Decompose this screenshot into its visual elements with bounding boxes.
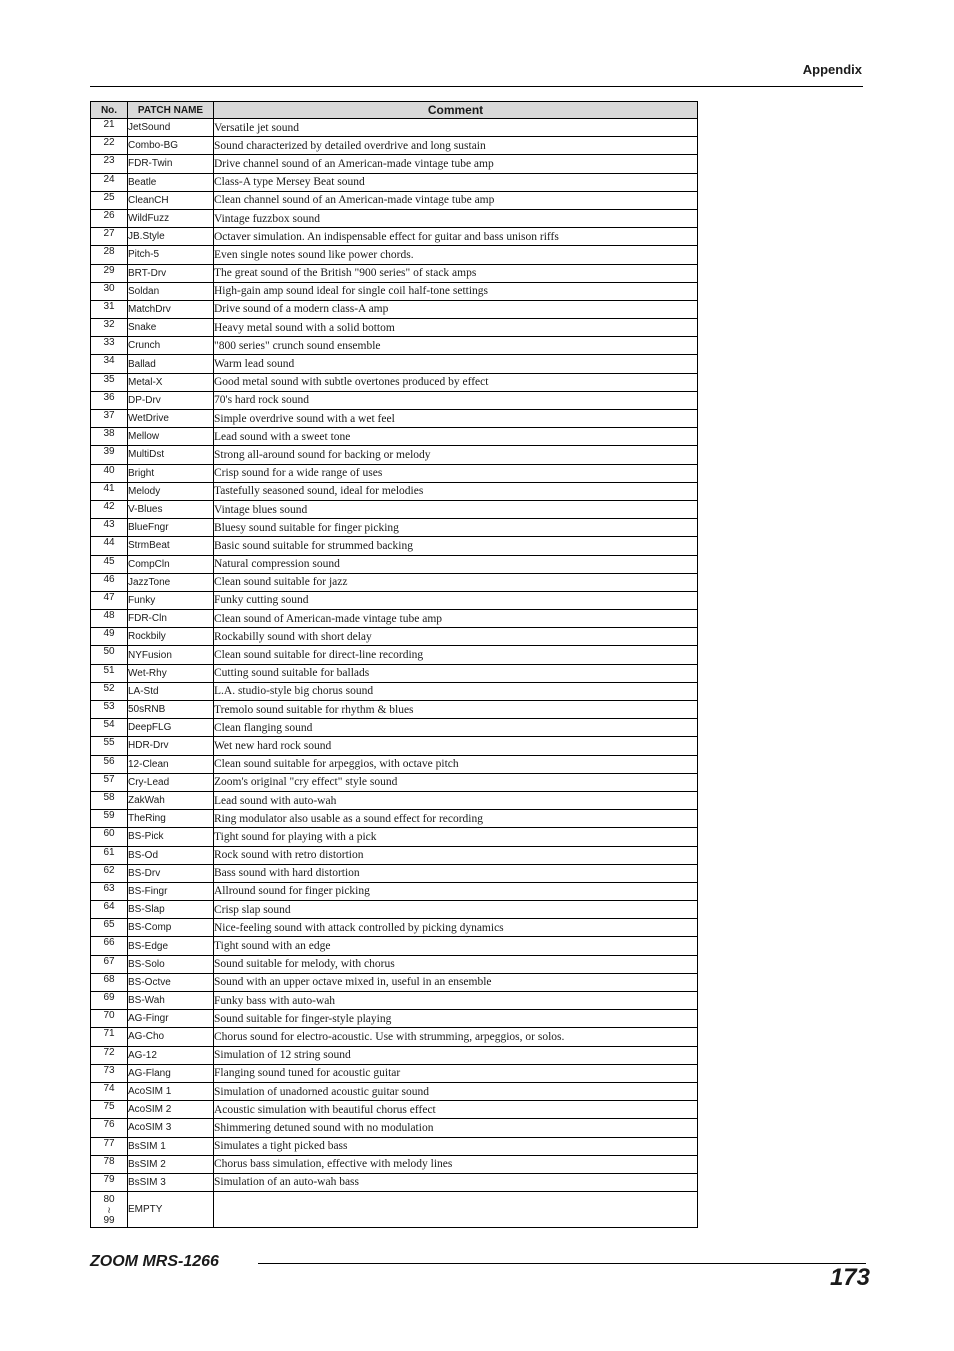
patch-comment: Cutting sound suitable for ballads xyxy=(214,664,698,682)
table-row xyxy=(91,391,698,409)
patch-number: 22 xyxy=(91,137,128,155)
patch-name: BS-Edge xyxy=(128,937,214,955)
patch-name: 12-Clean xyxy=(128,755,214,773)
patch-number: 64 xyxy=(91,901,128,919)
patch-number: 41 xyxy=(91,482,128,500)
patch-number: 37 xyxy=(91,410,128,428)
table-row xyxy=(91,846,698,864)
patch-comment: Rockabilly sound with short delay xyxy=(214,628,698,646)
patch-number: 70 xyxy=(91,1010,128,1028)
patch-name: LA-Std xyxy=(128,682,214,700)
patch-comment: Sound suitable for finger-style playing xyxy=(214,1010,698,1028)
patch-number: 27 xyxy=(91,228,128,246)
patch-number: 73 xyxy=(91,1064,128,1082)
patch-number: 54 xyxy=(91,719,128,737)
patch-number: 40 xyxy=(91,464,128,482)
patch-comment: Sound suitable for melody, with chorus xyxy=(214,955,698,973)
patch-name: AG-Fingr xyxy=(128,1010,214,1028)
table-row xyxy=(91,1101,698,1119)
table-row xyxy=(91,373,698,391)
patch-comment: Clean flanging sound xyxy=(214,719,698,737)
patch-number: 72 xyxy=(91,1046,128,1064)
patch-name: Snake xyxy=(128,319,214,337)
product-name: ZOOM MRS-1266 xyxy=(90,1253,219,1270)
patch-name: Wet-Rhy xyxy=(128,664,214,682)
table-row xyxy=(91,901,698,919)
patch-number: 47 xyxy=(91,591,128,609)
table-row xyxy=(91,864,698,882)
column-header-no: No. xyxy=(91,102,128,119)
patch-comment: Basic sound suitable for strummed backing xyxy=(214,537,698,555)
patch-number: 55 xyxy=(91,737,128,755)
patch-name: 50sRNB xyxy=(128,701,214,719)
table-row xyxy=(91,464,698,482)
patch-name: AG-Cho xyxy=(128,1028,214,1046)
patch-name: BS-Wah xyxy=(128,992,214,1010)
patch-name: CleanCH xyxy=(128,191,214,209)
patch-name: ZakWah xyxy=(128,791,214,809)
patch-comment: Crisp slap sound xyxy=(214,901,698,919)
patch-name: BRT-Drv xyxy=(128,264,214,282)
table-row xyxy=(91,937,698,955)
patch-comment: Bluesy sound suitable for finger picking xyxy=(214,519,698,537)
range-start: 80 xyxy=(103,1194,115,1206)
table-row xyxy=(91,955,698,973)
table-row xyxy=(91,410,698,428)
table-row xyxy=(91,555,698,573)
patch-comment: Tight sound with an edge xyxy=(214,937,698,955)
table-row-empty-range xyxy=(91,1192,698,1228)
patch-name: Bright xyxy=(128,464,214,482)
patch-number: 71 xyxy=(91,1028,128,1046)
table-body xyxy=(91,119,698,1228)
patch-comment: Rock sound with retro distortion xyxy=(214,846,698,864)
table-row xyxy=(91,919,698,937)
section-label: Appendix xyxy=(802,62,862,77)
patch-comment: Simulation of an auto-wah bass xyxy=(214,1173,698,1191)
page-number: 173 xyxy=(829,1264,870,1291)
patch-comment: Simulates a tight picked bass xyxy=(214,1137,698,1155)
table-row xyxy=(91,319,698,337)
patch-number: 65 xyxy=(91,919,128,937)
patch-name: Cry-Lead xyxy=(128,773,214,791)
table-row xyxy=(91,428,698,446)
patch-number: 25 xyxy=(91,191,128,209)
table-row xyxy=(91,482,698,500)
column-header-patch-name: PATCH NAME xyxy=(128,102,214,119)
patch-name: Beatle xyxy=(128,173,214,191)
table-row xyxy=(91,664,698,682)
patch-number: 78 xyxy=(91,1155,128,1173)
table-row xyxy=(91,155,698,173)
patch-comment: Wet new hard rock sound xyxy=(214,737,698,755)
patch-comment: Allround sound for finger picking xyxy=(214,882,698,900)
patch-comment: Drive sound of a modern class-A amp xyxy=(214,300,698,318)
table-row xyxy=(91,1119,698,1137)
patch-comment: "800 series" crunch sound ensemble xyxy=(214,337,698,355)
table-row xyxy=(91,355,698,373)
patch-list-table xyxy=(90,101,698,1228)
table-row xyxy=(91,1155,698,1173)
patch-name: Metal-X xyxy=(128,373,214,391)
patch-name: BS-Slap xyxy=(128,901,214,919)
table-row xyxy=(91,591,698,609)
patch-comment: Simulation of unadorned acoustic guitar sound xyxy=(214,1082,698,1100)
patch-comment: Tight sound for playing with a pick xyxy=(214,828,698,846)
table-row xyxy=(91,828,698,846)
patch-comment: Heavy metal sound with a solid bottom xyxy=(214,319,698,337)
table-row xyxy=(91,264,698,282)
table-row xyxy=(91,755,698,773)
patch-number: 23 xyxy=(91,155,128,173)
patch-name: Mellow xyxy=(128,428,214,446)
patch-number: 69 xyxy=(91,992,128,1010)
patch-name: JB.Style xyxy=(128,228,214,246)
table-row xyxy=(91,137,698,155)
patch-number: 61 xyxy=(91,846,128,864)
patch-number: 50 xyxy=(91,646,128,664)
patch-name: StrmBeat xyxy=(128,537,214,555)
patch-name: V-Blues xyxy=(128,500,214,518)
table-row xyxy=(91,1137,698,1155)
patch-comment: Vintage fuzzbox sound xyxy=(214,209,698,227)
patch-name: DeepFLG xyxy=(128,719,214,737)
patch-comment xyxy=(214,1192,698,1228)
patch-name: BS-Fingr xyxy=(128,882,214,900)
patch-number: 58 xyxy=(91,791,128,809)
table-row xyxy=(91,1082,698,1100)
table-row xyxy=(91,882,698,900)
patch-comment: Octaver simulation. An indispensable effect for guitar and bass unison riffs xyxy=(214,228,698,246)
patch-comment: Crisp sound for a wide range of uses xyxy=(214,464,698,482)
patch-number: 46 xyxy=(91,573,128,591)
table-row xyxy=(91,646,698,664)
patch-number-range xyxy=(91,1192,128,1228)
patch-comment: Chorus sound for electro-acoustic. Use with strumming, arpeggios, or solos. xyxy=(214,1028,698,1046)
patch-name: Combo-BG xyxy=(128,137,214,155)
patch-comment: Flanging sound tuned for acoustic guitar xyxy=(214,1064,698,1082)
patch-comment: Funky cutting sound xyxy=(214,591,698,609)
patch-comment: Tastefully seasoned sound, ideal for melodies xyxy=(214,482,698,500)
patch-name: Pitch-5 xyxy=(128,246,214,264)
table-row xyxy=(91,719,698,737)
patch-number: 38 xyxy=(91,428,128,446)
patch-number: 30 xyxy=(91,282,128,300)
patch-number: 35 xyxy=(91,373,128,391)
patch-name: MatchDrv xyxy=(128,300,214,318)
patch-name: Funky xyxy=(128,591,214,609)
patch-comment: Strong all-around sound for backing or melody xyxy=(214,446,698,464)
patch-number: 62 xyxy=(91,864,128,882)
table-row xyxy=(91,173,698,191)
table-row xyxy=(91,282,698,300)
patch-comment: High-gain amp sound ideal for single coil half-tone settings xyxy=(214,282,698,300)
patch-comment: Lead sound with auto-wah xyxy=(214,791,698,809)
patch-number: 32 xyxy=(91,319,128,337)
table-row xyxy=(91,773,698,791)
patch-comment: Zoom's original "cry effect" style sound xyxy=(214,773,698,791)
patch-comment: Warm lead sound xyxy=(214,355,698,373)
patch-number: 24 xyxy=(91,173,128,191)
patch-name: BsSIM 1 xyxy=(128,1137,214,1155)
patch-number: 74 xyxy=(91,1082,128,1100)
patch-comment: Vintage blues sound xyxy=(214,500,698,518)
patch-number: 79 xyxy=(91,1173,128,1191)
table-row xyxy=(91,191,698,209)
patch-name: BS-Octve xyxy=(128,973,214,991)
patch-name: FDR-Cln xyxy=(128,610,214,628)
table-row xyxy=(91,701,698,719)
patch-number: 63 xyxy=(91,882,128,900)
patch-comment: Clean sound suitable for jazz xyxy=(214,573,698,591)
table-row xyxy=(91,610,698,628)
patch-comment: 70's hard rock sound xyxy=(214,391,698,409)
patch-name: HDR-Drv xyxy=(128,737,214,755)
table-row xyxy=(91,992,698,1010)
patch-comment: Clean sound suitable for arpeggios, with octave pitch xyxy=(214,755,698,773)
patch-comment: Nice-feeling sound with attack controlled by picking dynamics xyxy=(214,919,698,937)
patch-comment: Natural compression sound xyxy=(214,555,698,573)
patch-number: 56 xyxy=(91,755,128,773)
patch-name: AG-Flang xyxy=(128,1064,214,1082)
patch-name: Ballad xyxy=(128,355,214,373)
table-row xyxy=(91,682,698,700)
patch-number: 44 xyxy=(91,537,128,555)
patch-name: FDR-Twin xyxy=(128,155,214,173)
table-row xyxy=(91,737,698,755)
table-row xyxy=(91,500,698,518)
patch-name: Crunch xyxy=(128,337,214,355)
patch-number: 75 xyxy=(91,1101,128,1119)
header-rule xyxy=(90,86,863,87)
patch-name: JetSound xyxy=(128,119,214,137)
patch-name: BS-Od xyxy=(128,846,214,864)
table-row xyxy=(91,1046,698,1064)
patch-comment: L.A. studio-style big chorus sound xyxy=(214,682,698,700)
patch-name: BS-Comp xyxy=(128,919,214,937)
patch-number: 52 xyxy=(91,682,128,700)
table-row xyxy=(91,573,698,591)
patch-comment: Sound characterized by detailed overdrive and long sustain xyxy=(214,137,698,155)
patch-name: MultiDst xyxy=(128,446,214,464)
patch-number: 26 xyxy=(91,209,128,227)
patch-number: 77 xyxy=(91,1137,128,1155)
table-row xyxy=(91,119,698,137)
patch-number: 34 xyxy=(91,355,128,373)
patch-comment: Clean sound suitable for direct-line recording xyxy=(214,646,698,664)
patch-name: BlueFngr xyxy=(128,519,214,537)
table-row xyxy=(91,791,698,809)
patch-number: 67 xyxy=(91,955,128,973)
patch-comment: Chorus bass simulation, effective with melody lines xyxy=(214,1155,698,1173)
patch-comment: Lead sound with a sweet tone xyxy=(214,428,698,446)
patch-number: 45 xyxy=(91,555,128,573)
patch-name: WildFuzz xyxy=(128,209,214,227)
patch-comment: Sound with an upper octave mixed in, useful in an ensemble xyxy=(214,973,698,991)
range-end: 99 xyxy=(103,1215,115,1227)
patch-name: BS-Drv xyxy=(128,864,214,882)
patch-number: 28 xyxy=(91,246,128,264)
table-row xyxy=(91,300,698,318)
table-row xyxy=(91,537,698,555)
patch-comment: Acoustic simulation with beautiful chorus effect xyxy=(214,1101,698,1119)
patch-comment: Drive channel sound of an American-made vintage tube amp xyxy=(214,155,698,173)
patch-name: Soldan xyxy=(128,282,214,300)
patch-number: 48 xyxy=(91,610,128,628)
patch-number: 60 xyxy=(91,828,128,846)
patch-number: 42 xyxy=(91,500,128,518)
patch-number: 57 xyxy=(91,773,128,791)
patch-name: AcoSIM 1 xyxy=(128,1082,214,1100)
table-row xyxy=(91,810,698,828)
patch-number: 51 xyxy=(91,664,128,682)
column-header-comment: Comment xyxy=(214,102,698,119)
patch-comment: Clean channel sound of an American-made vintage tube amp xyxy=(214,191,698,209)
patch-comment: Versatile jet sound xyxy=(214,119,698,137)
patch-comment: Bass sound with hard distortion xyxy=(214,864,698,882)
patch-number: 66 xyxy=(91,937,128,955)
patch-number: 33 xyxy=(91,337,128,355)
patch-comment: Tremolo sound suitable for rhythm & blues xyxy=(214,701,698,719)
patch-comment: The great sound of the British "900 series" of stack amps xyxy=(214,264,698,282)
table-row xyxy=(91,628,698,646)
table-row xyxy=(91,1173,698,1191)
patch-comment: Clean sound of American-made vintage tube amp xyxy=(214,610,698,628)
patch-name: CompCln xyxy=(128,555,214,573)
patch-comment: Ring modulator also usable as a sound effect for recording xyxy=(214,810,698,828)
table-header-row xyxy=(91,102,698,119)
patch-number: 49 xyxy=(91,628,128,646)
patch-name: AcoSIM 3 xyxy=(128,1119,214,1137)
table-row xyxy=(91,209,698,227)
table-row xyxy=(91,246,698,264)
patch-number: 21 xyxy=(91,119,128,137)
patch-name: NYFusion xyxy=(128,646,214,664)
patch-name: WetDrive xyxy=(128,410,214,428)
patch-name: BS-Solo xyxy=(128,955,214,973)
range-mark: ≀ xyxy=(107,1205,111,1216)
patch-number: 43 xyxy=(91,519,128,537)
table-row xyxy=(91,973,698,991)
patch-comment: Class-A type Mersey Beat sound xyxy=(214,173,698,191)
footer-rule xyxy=(258,1263,866,1264)
patch-number: 68 xyxy=(91,973,128,991)
patch-number: 29 xyxy=(91,264,128,282)
table-row xyxy=(91,519,698,537)
patch-name: AG-12 xyxy=(128,1046,214,1064)
patch-name: Melody xyxy=(128,482,214,500)
patch-name: EMPTY xyxy=(128,1192,214,1228)
patch-number: 31 xyxy=(91,300,128,318)
table-row xyxy=(91,1028,698,1046)
table-row xyxy=(91,1010,698,1028)
patch-number: 76 xyxy=(91,1119,128,1137)
table-row xyxy=(91,337,698,355)
table-row xyxy=(91,446,698,464)
table-row xyxy=(91,228,698,246)
patch-name: DP-Drv xyxy=(128,391,214,409)
patch-name: BsSIM 3 xyxy=(128,1173,214,1191)
patch-comment: Simple overdrive sound with a wet feel xyxy=(214,410,698,428)
table-row xyxy=(91,1064,698,1082)
patch-name: TheRing xyxy=(128,810,214,828)
patch-comment: Shimmering detuned sound with no modulation xyxy=(214,1119,698,1137)
patch-name: BS-Pick xyxy=(128,828,214,846)
patch-number: 53 xyxy=(91,701,128,719)
patch-comment: Simulation of 12 string sound xyxy=(214,1046,698,1064)
patch-comment: Good metal sound with subtle overtones produced by effect xyxy=(214,373,698,391)
patch-number: 36 xyxy=(91,391,128,409)
patch-name: BsSIM 2 xyxy=(128,1155,214,1173)
patch-number: 59 xyxy=(91,810,128,828)
patch-number: 39 xyxy=(91,446,128,464)
patch-comment: Funky bass with auto-wah xyxy=(214,992,698,1010)
patch-comment: Even single notes sound like power chords. xyxy=(214,246,698,264)
patch-name: AcoSIM 2 xyxy=(128,1101,214,1119)
patch-name: Rockbily xyxy=(128,628,214,646)
patch-name: JazzTone xyxy=(128,573,214,591)
